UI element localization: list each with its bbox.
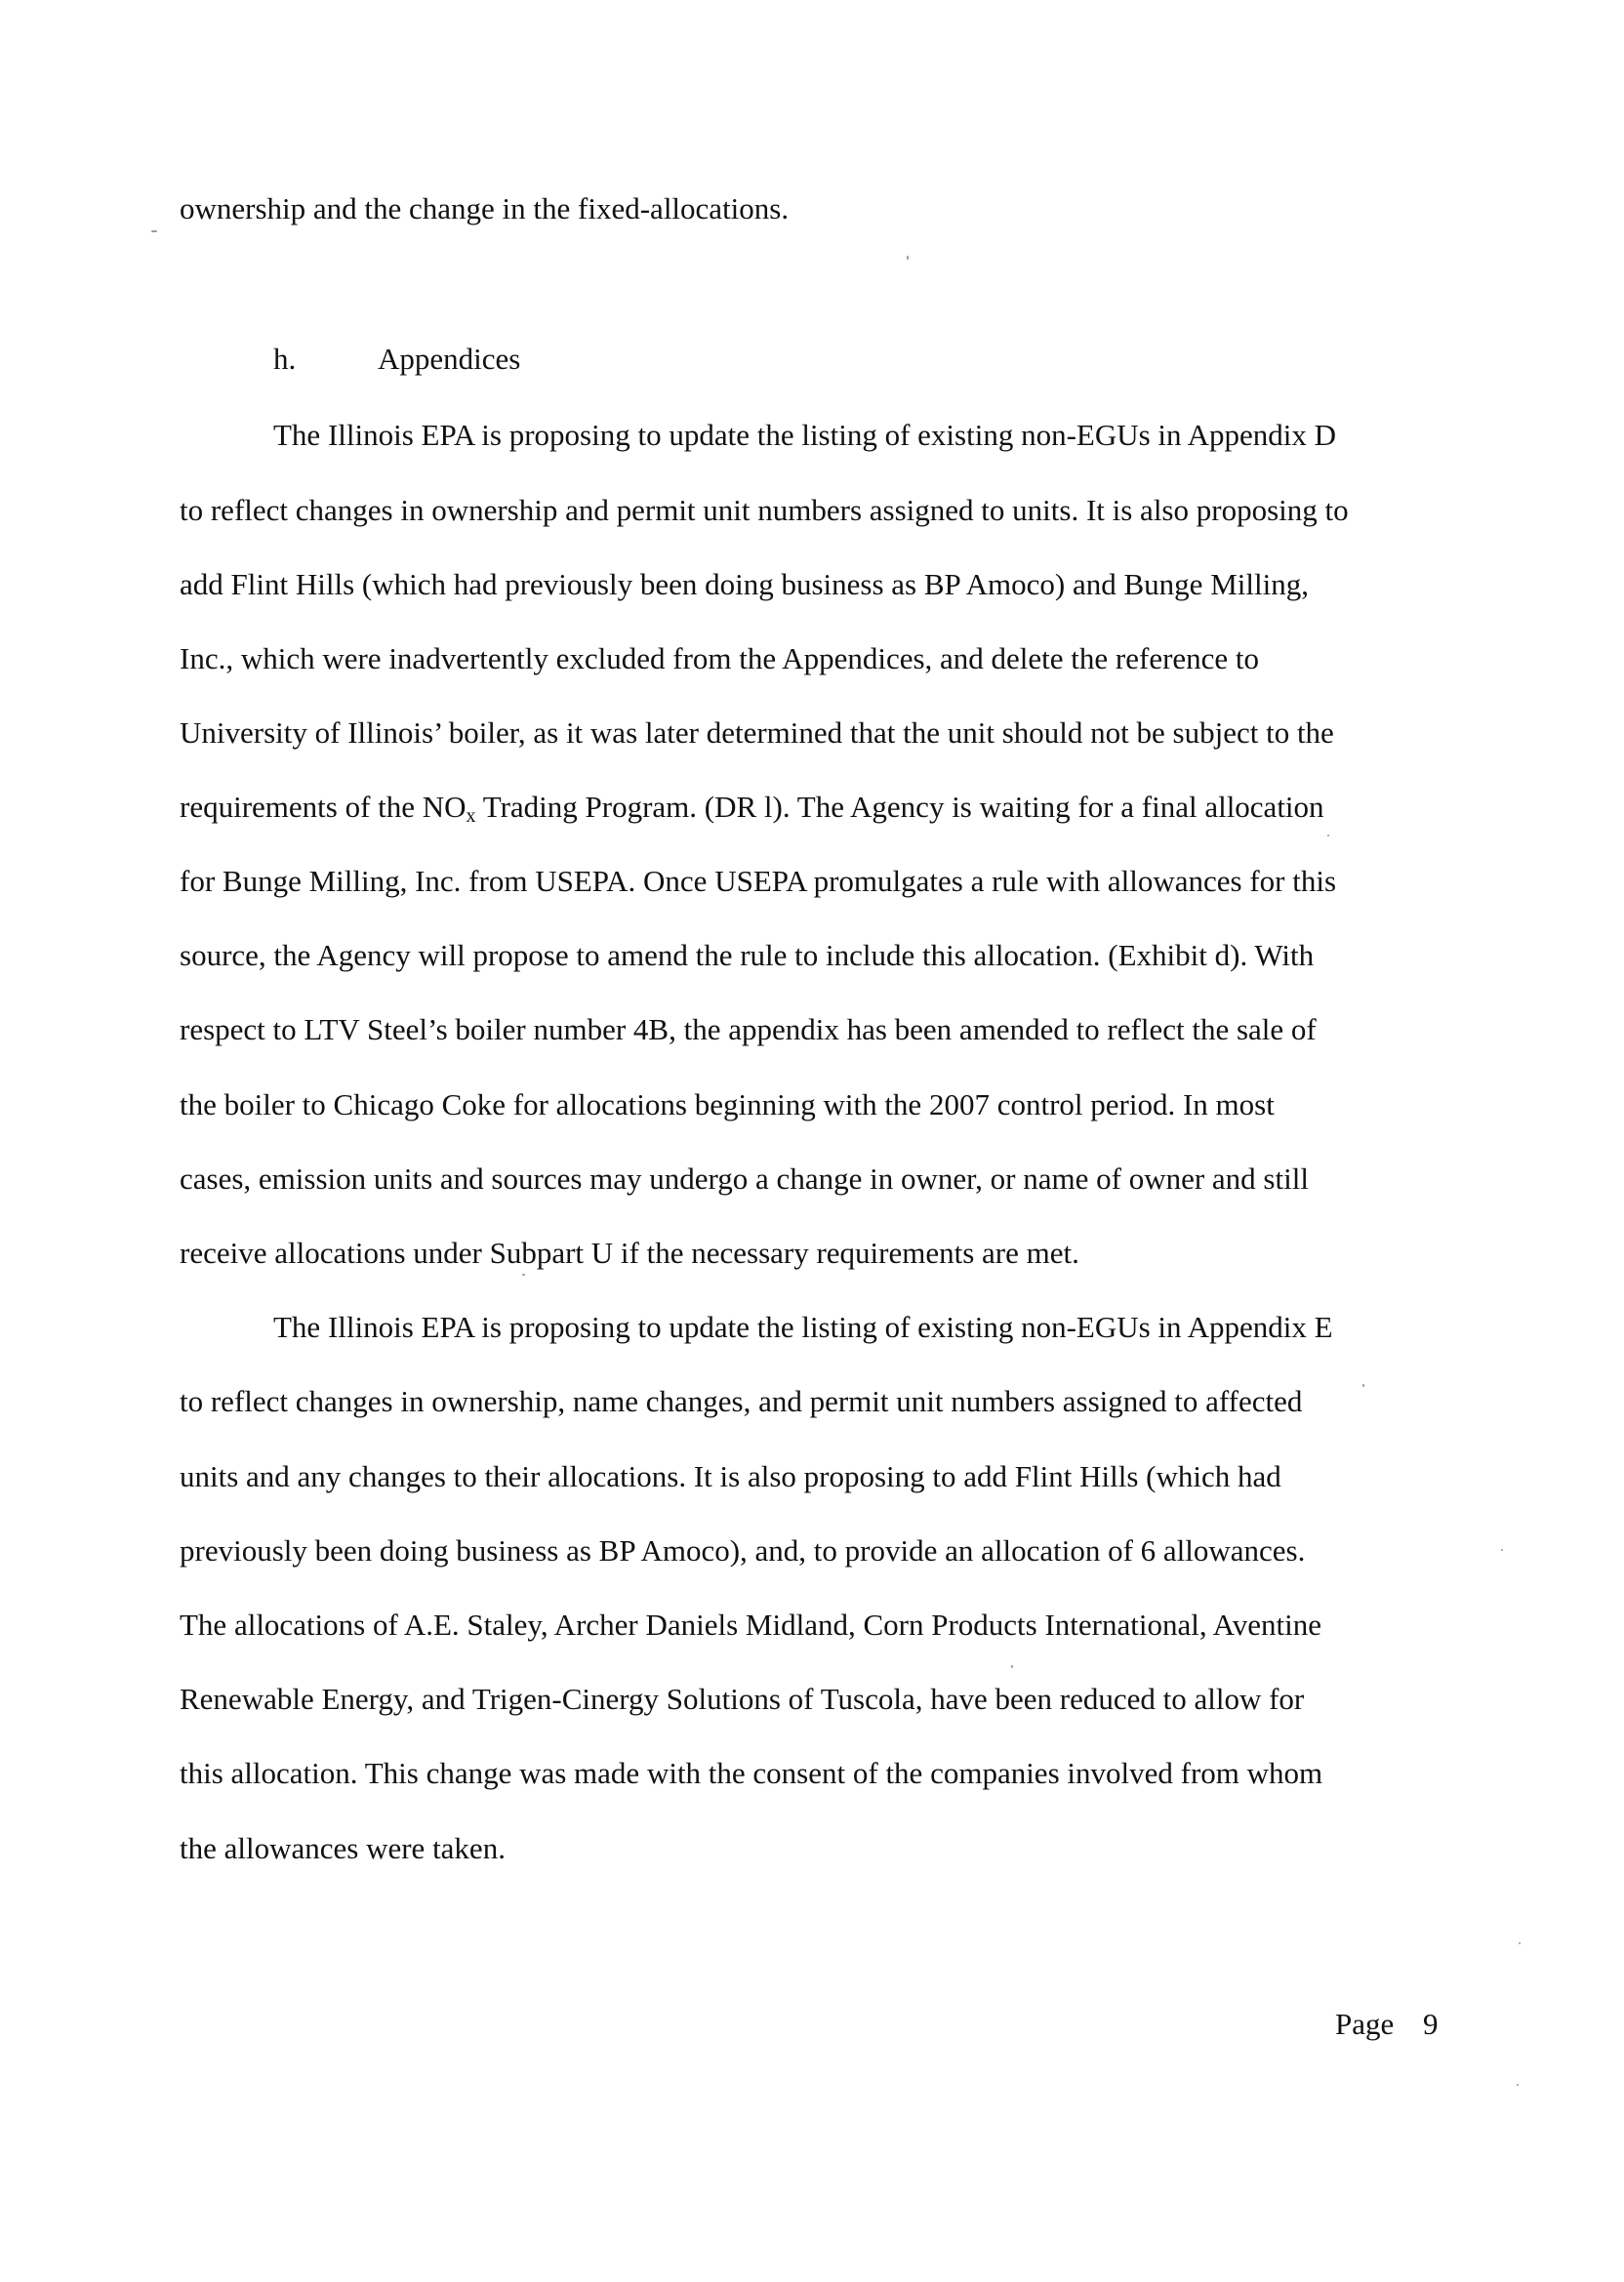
paragraph-line: respect to LTV Steel’s boiler number 4B, the appendix has been amended to reflect the sale of: [180, 1012, 1317, 1046]
page-number: 9: [1423, 2007, 1439, 2041]
scan-speck: [1519, 1942, 1521, 1944]
scan-speck: [1501, 1549, 1503, 1551]
paragraph-line: The Illinois EPA is proposing to update the listing of existing non-EGUs in Appendix E: [273, 1310, 1333, 1344]
paragraph-line: to reflect changes in ownership and permit unit numbers assigned to units. It is also proposing to: [180, 493, 1349, 527]
scan-speck: [907, 256, 909, 260]
paragraph-line: the boiler to Chicago Coke for allocations beginning with the 2007 control period. In most: [180, 1087, 1275, 1121]
paragraph-line: The allocations of A.E. Staley, Archer Daniels Midland, Corn Products International, Aventine: [180, 1608, 1321, 1642]
paragraph-line: this allocation. This change was made with the consent of the companies involved from whom: [180, 1756, 1323, 1790]
nox-subscript: x: [466, 805, 476, 827]
paragraph-line: to reflect changes in ownership, name changes, and permit unit numbers assigned to affected: [180, 1384, 1303, 1418]
section-title: Appendices: [378, 342, 521, 376]
section-number: h.: [273, 342, 297, 376]
paragraph-line: previously been doing business as BP Amoco), and, to provide an allocation of 6 allowances.: [180, 1533, 1306, 1568]
paragraph-line: Renewable Energy, and Trigen-Cinergy Solutions of Tuscola, have been reduced to allow for: [180, 1682, 1305, 1716]
page-label: Page: [1335, 2007, 1395, 2041]
paragraph-line: receive allocations under Subpart U if the necessary requirements are met.: [180, 1236, 1079, 1270]
scan-speck: [1011, 1665, 1013, 1668]
scan-speck: [1327, 835, 1329, 836]
scan-speck: [522, 1274, 525, 1276]
paragraph-line: Inc., which were inadvertently excluded from the Appendices, and delete the reference to: [180, 641, 1260, 675]
paragraph-line: the allowances were taken.: [180, 1831, 506, 1865]
paragraph-line: University of Illinois’ boiler, as it was later determined that the unit should not be subject to the: [180, 715, 1334, 750]
opening-line: ownership and the change in the fixed-allocations.: [180, 191, 790, 225]
scan-speck: [1517, 2084, 1519, 2086]
paragraph-line: source, the Agency will propose to amend the rule to include this allocation. (Exhibit d). With: [180, 938, 1315, 972]
paragraph-line: [180, 790, 1324, 827]
paragraph-line: units and any changes to their allocations. It is also proposing to add Flint Hills (which had: [180, 1459, 1281, 1493]
line-text: Trading Program. (DR l). The Agency is waiting for a final allocation: [475, 790, 1324, 824]
paragraph-line: The Illinois EPA is proposing to update the listing of existing non-EGUs in Appendix D: [273, 418, 1336, 452]
paragraph-line: add Flint Hills (which had previously been doing business as BP Amoco) and Bunge Milling,: [180, 567, 1309, 601]
line-text: requirements of the NO: [180, 790, 467, 824]
scan-speck: [1362, 1384, 1364, 1387]
scan-speck: [151, 230, 157, 232]
paragraph-line: for Bunge Milling, Inc. from USEPA. Once USEPA promulgates a rule with allowances for this: [180, 864, 1337, 898]
paragraph-line: cases, emission units and sources may undergo a change in owner, or name of owner and still: [180, 1161, 1309, 1196]
